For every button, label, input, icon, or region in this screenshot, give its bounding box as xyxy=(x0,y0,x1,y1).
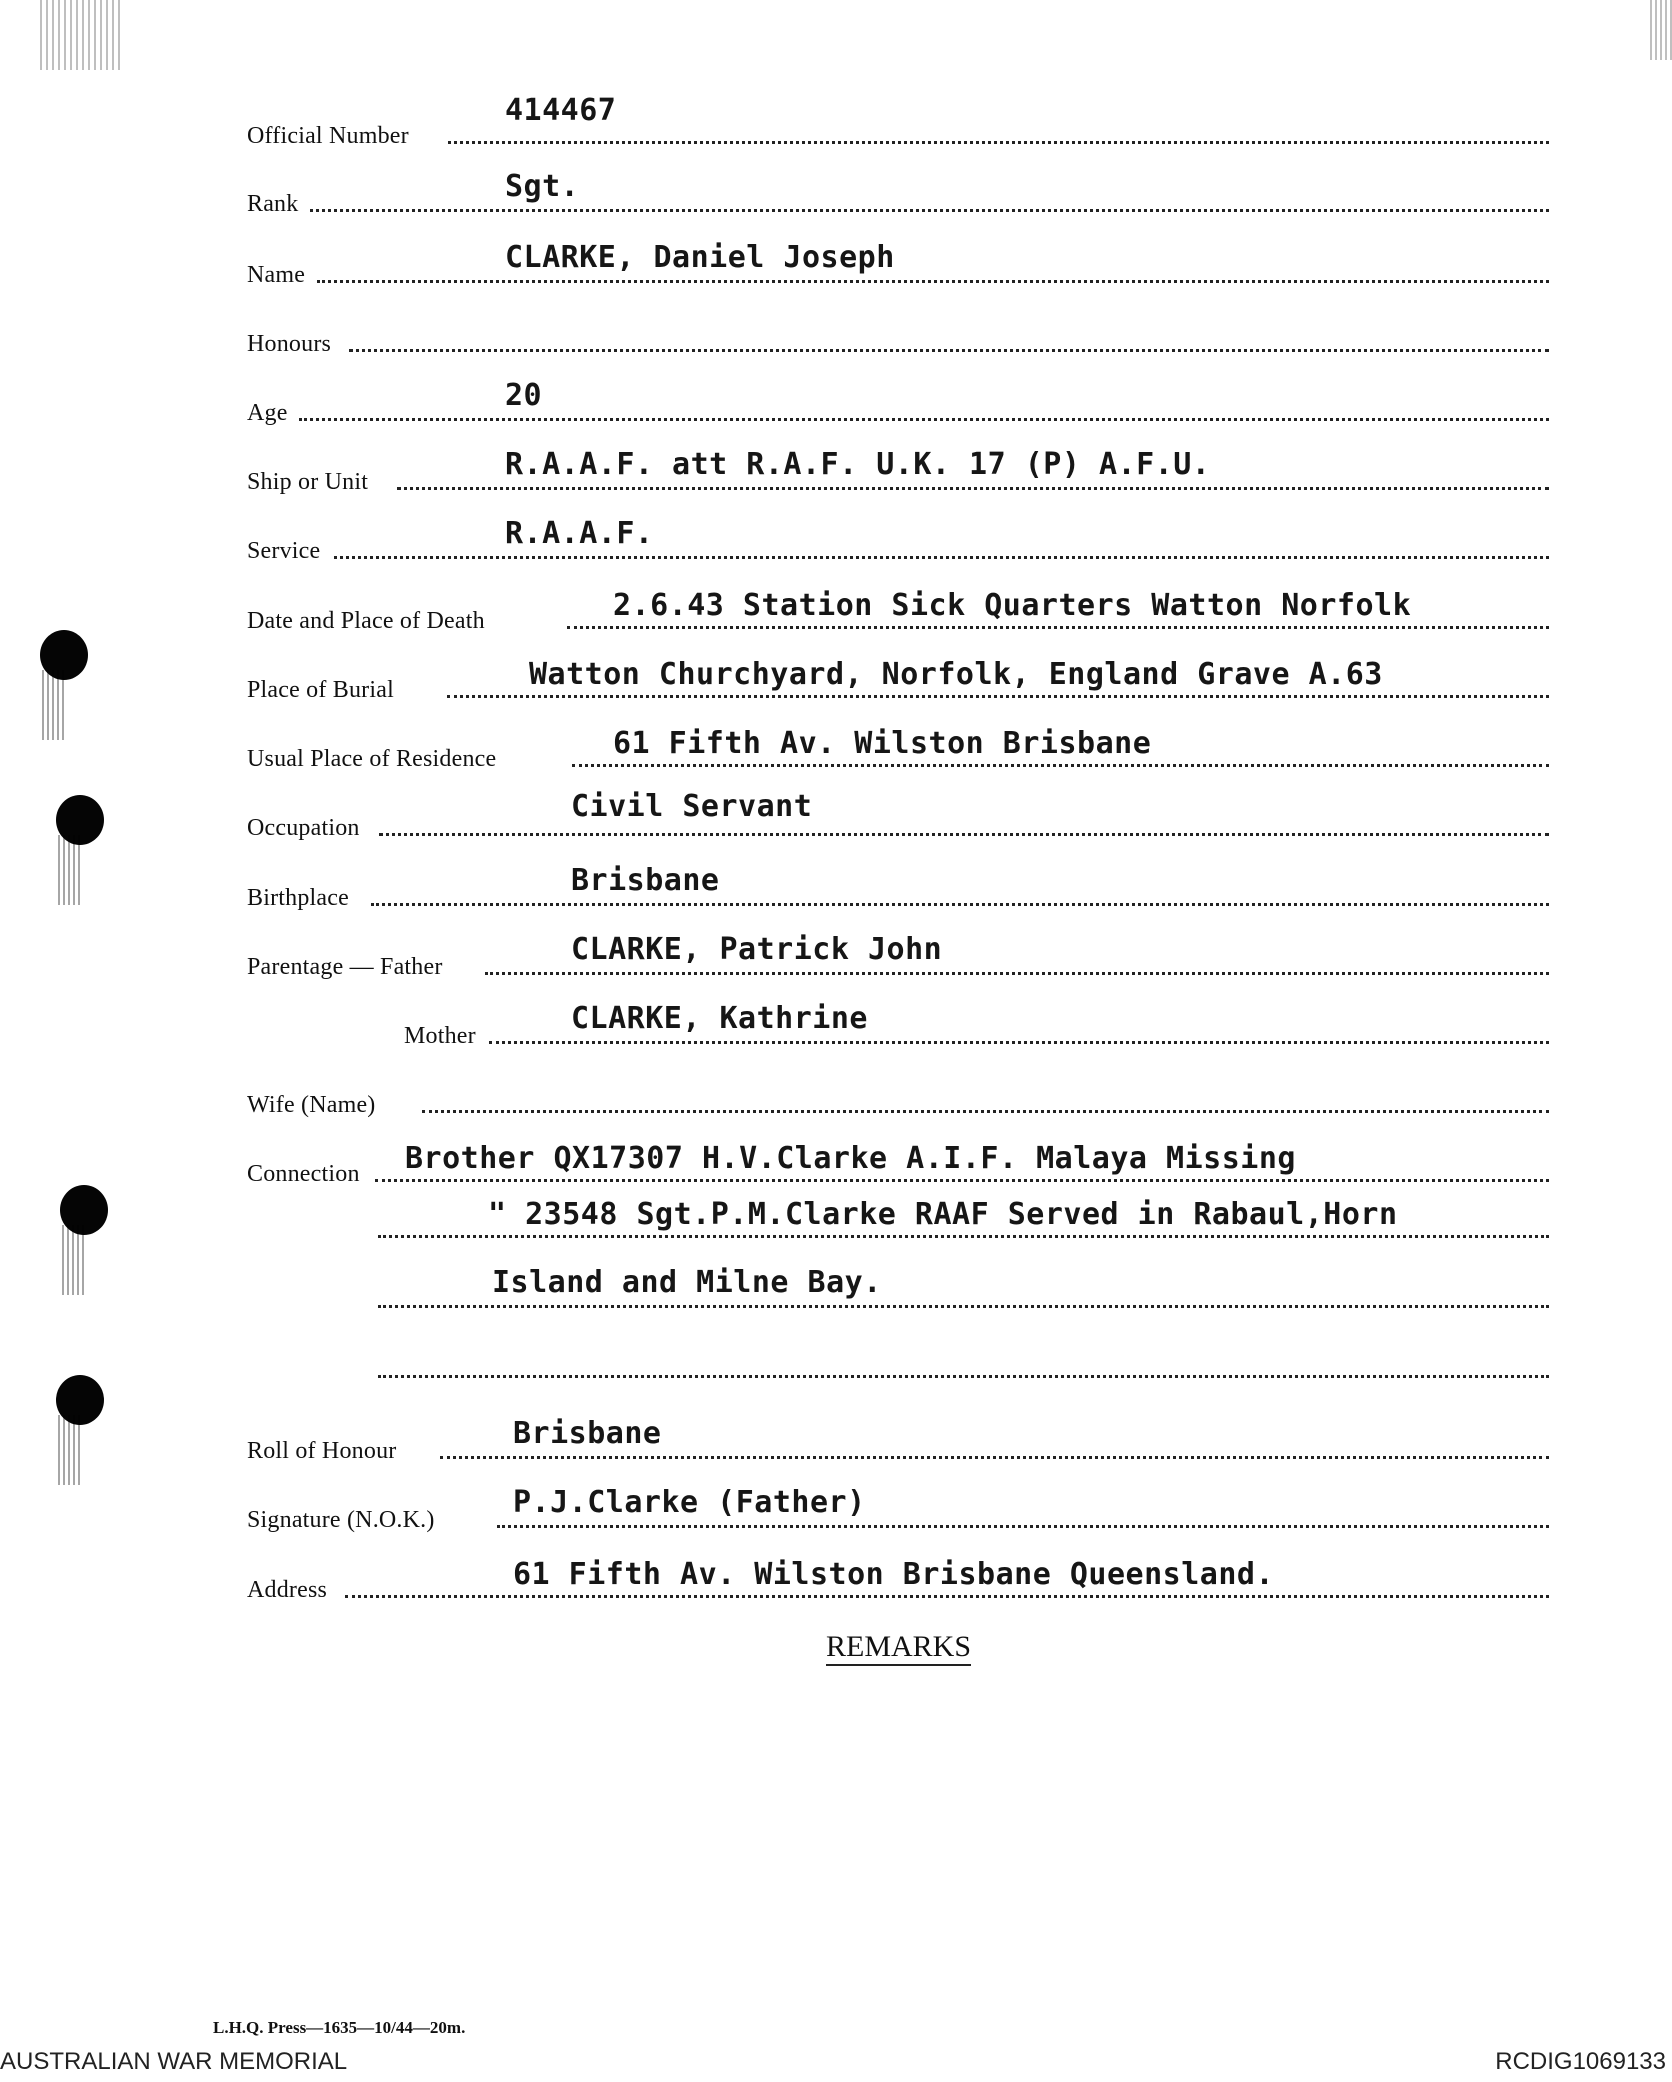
label: Roll of Honour xyxy=(247,1438,397,1464)
label: Service xyxy=(247,538,321,564)
mother-value: CLARKE, Kathrine xyxy=(571,1001,868,1036)
dotted-line xyxy=(349,349,1549,352)
punch-hole xyxy=(60,1185,108,1235)
label: Ship or Unit xyxy=(247,469,369,495)
dotted-line xyxy=(489,1041,1549,1044)
field-honours xyxy=(247,316,1549,356)
field-roll-of-honour xyxy=(247,1416,1549,1464)
official-number-value: 414467 xyxy=(505,93,617,128)
field-occupation xyxy=(247,789,1549,841)
label: Honours xyxy=(247,331,332,357)
footer-archive-name: AUSTRALIAN WAR MEMORIAL xyxy=(0,2048,348,2075)
punch-hole xyxy=(56,1375,104,1425)
scan-artifact xyxy=(1650,0,1672,60)
dotted-line xyxy=(447,695,1549,698)
label: Signature (N.O.K.) xyxy=(247,1507,435,1533)
field-ship-or-unit xyxy=(247,447,1549,495)
field-birthplace xyxy=(247,863,1549,911)
dotted-line xyxy=(345,1595,1549,1598)
ship-or-unit-value: R.A.A.F. att R.A.F. U.K. 17 (P) A.F.U. xyxy=(505,447,1211,482)
field-usual-residence xyxy=(247,726,1549,772)
label: Connection xyxy=(247,1161,360,1187)
label: Parentage — Father xyxy=(247,954,443,980)
dotted-line xyxy=(485,972,1549,975)
field-service xyxy=(247,516,1549,564)
place-of-burial-value: Watton Churchyard, Norfolk, England Grave A.63 xyxy=(529,657,1383,692)
punch-hole xyxy=(56,795,104,845)
roll-of-honour-value: Brisbane xyxy=(513,1416,662,1451)
dotted-line xyxy=(567,626,1549,629)
occupation-value: Civil Servant xyxy=(571,789,813,824)
field-age xyxy=(247,378,1549,426)
dotted-line xyxy=(334,556,1549,559)
label: Occupation xyxy=(247,815,360,841)
footer-record-id: RCDIG1069133 xyxy=(1495,2048,1666,2075)
field-connection xyxy=(247,1141,1549,1187)
name-value: CLARKE, Daniel Joseph xyxy=(505,240,895,275)
field-name xyxy=(247,240,1549,288)
dotted-line xyxy=(375,1179,1549,1182)
dotted-line xyxy=(572,764,1549,767)
label: Official Number xyxy=(247,123,409,149)
dotted-line xyxy=(379,833,1549,836)
service-value: R.A.A.F. xyxy=(505,516,654,551)
dotted-line xyxy=(378,1235,1549,1238)
punch-hole xyxy=(40,630,88,680)
label: Date and Place of Death xyxy=(247,608,485,634)
address-value: 61 Fifth Av. Wilston Brisbane Queensland. xyxy=(513,1557,1275,1592)
age-value: 20 xyxy=(505,378,543,413)
field-signature xyxy=(247,1485,1549,1533)
field-place-of-burial xyxy=(247,657,1549,703)
label: Name xyxy=(247,262,306,288)
field-connection-continued xyxy=(378,1265,1549,1312)
dotted-line xyxy=(299,418,1549,421)
dotted-line xyxy=(310,209,1549,212)
connection-line-3: Island and Milne Bay. xyxy=(492,1265,882,1300)
dotted-line xyxy=(497,1525,1549,1528)
father-value: CLARKE, Patrick John xyxy=(571,932,943,967)
label: Address xyxy=(247,1577,328,1603)
dotted-line xyxy=(440,1456,1549,1459)
label: Usual Place of Residence xyxy=(247,746,497,772)
dotted-line xyxy=(378,1375,1549,1378)
dotted-line xyxy=(397,487,1549,490)
label: Place of Burial xyxy=(247,677,394,703)
field-wife xyxy=(247,1077,1549,1117)
dotted-line xyxy=(448,141,1549,144)
field-mother xyxy=(247,1001,1549,1049)
field-address xyxy=(247,1557,1549,1603)
dotted-line xyxy=(371,903,1549,906)
field-date-place-death xyxy=(247,588,1549,634)
dotted-line xyxy=(422,1110,1549,1113)
press-mark: L.H.Q. Press—1635—10/44—20m. xyxy=(213,2018,466,2037)
date-place-death-value: 2.6.43 Station Sick Quarters Watton Norfolk xyxy=(613,588,1412,623)
field-connection-continued xyxy=(378,1197,1549,1242)
label: Birthplace xyxy=(247,885,349,911)
field-official-number xyxy=(247,93,1549,149)
signature-value: P.J.Clarke (Father) xyxy=(513,1485,866,1520)
field-father xyxy=(247,932,1549,980)
label: Age xyxy=(247,400,288,426)
label: Rank xyxy=(247,191,299,217)
field-rank xyxy=(247,169,1549,217)
birthplace-value: Brisbane xyxy=(571,863,720,898)
label: Mother xyxy=(404,1023,476,1049)
label: Wife (Name) xyxy=(247,1092,376,1118)
dotted-line xyxy=(317,280,1549,283)
remarks-heading: REMARKS xyxy=(826,1632,971,1666)
connection-line-1: Brother QX17307 H.V.Clarke A.I.F. Malaya Missing xyxy=(405,1141,1296,1176)
usual-residence-value: 61 Fifth Av. Wilston Brisbane xyxy=(613,726,1152,761)
connection-line-2: " 23548 Sgt.P.M.Clarke RAAF Served in Rabaul,Horn xyxy=(488,1197,1398,1232)
dotted-line xyxy=(378,1305,1549,1308)
field-connection-continued xyxy=(378,1342,1549,1382)
scan-artifact xyxy=(40,0,120,70)
rank-value: Sgt. xyxy=(505,169,580,204)
